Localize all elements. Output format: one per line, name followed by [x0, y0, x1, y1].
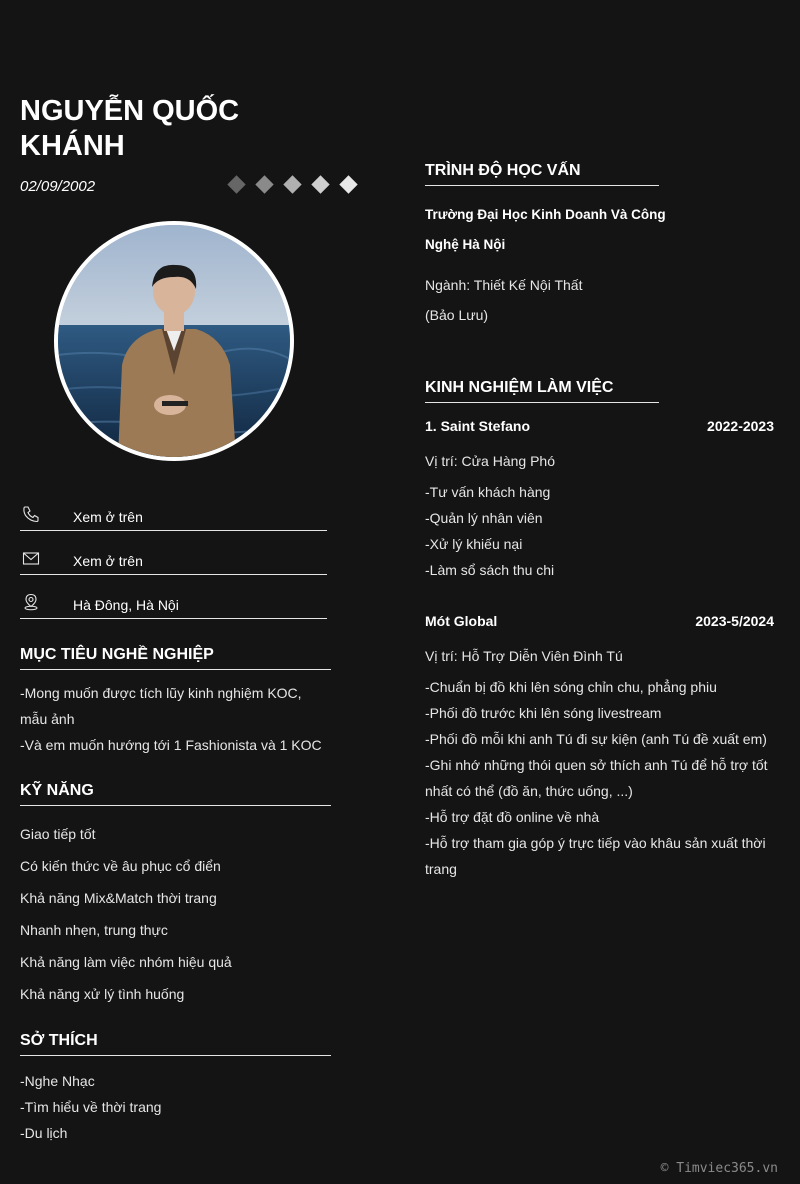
diamond-icon [339, 175, 357, 193]
hobby-item: -Du lịch [20, 1125, 68, 1141]
job-company: 1. Saint Stefano [425, 418, 531, 434]
job-task: -Hỗ trợ đặt đồ online về nhà [425, 809, 600, 825]
skill-item: Khả năng Mix&Match thời trang [20, 890, 217, 906]
skill-item: Nhanh nhẹn, trung thực [20, 922, 168, 938]
contact-phone-text: Xem ở trên [73, 509, 143, 525]
skill-item: Khả năng xử lý tình huống [20, 986, 185, 1002]
job-position: Vị trí: Hỗ Trợ Diễn Viên Đình Tú [425, 648, 623, 664]
avatar-photo [58, 225, 290, 457]
diamond-icon [311, 175, 329, 193]
education-major: Ngành: Thiết Kế Nội Thất [425, 277, 583, 293]
job-task: -Phối đồ trước khi lên sóng livestream [425, 705, 662, 721]
contact-location-row [20, 590, 327, 619]
candidate-name: NGUYỄN QUỐC KHÁNH [20, 95, 240, 162]
hobby-item: -Tìm hiểu về thời trang [20, 1099, 162, 1115]
job-task: -Hỗ trợ tham gia góp ý trực tiếp vào khâu sản xuất thời trang [425, 835, 766, 877]
career-goal-title: MỤC TIÊU NGHỀ NGHIỆP [20, 646, 331, 670]
contact-location-text: Hà Đông, Hà Nội [73, 597, 179, 613]
job-task: -Xử lý khiếu nại [425, 536, 523, 552]
job-task: -Làm sổ sách thu chi [425, 562, 555, 578]
contact-email-row [20, 546, 327, 575]
location-icon [22, 593, 40, 611]
rating-diamonds [230, 178, 355, 191]
career-goal-line: -Và em muốn hướng tới 1 Fashionista và 1 KOC [20, 737, 322, 753]
contact-phone-row [20, 502, 327, 531]
avatar [54, 221, 294, 461]
job-period: 2022-2023 [707, 418, 774, 434]
job-entry [425, 613, 774, 882]
job-company: Mót Global [425, 613, 498, 629]
diamond-icon [283, 175, 301, 193]
hobbies-section [20, 1032, 331, 1146]
skill-item: Giao tiếp tốt [20, 826, 96, 842]
phone-icon [22, 505, 40, 523]
watermark: © Timviec365.vn [660, 1161, 778, 1176]
experience-title: KINH NGHIỆM LÀM VIỆC [425, 379, 659, 403]
experience-section [425, 379, 659, 403]
contact-email-text: Xem ở trên [73, 553, 143, 569]
job-entry [425, 418, 774, 583]
career-goal-section [20, 646, 331, 758]
job-task: -Tư vấn khách hàng [425, 484, 551, 500]
job-period: 2023-5/2024 [695, 613, 774, 629]
skill-item: Khả năng làm việc nhóm hiệu quả [20, 954, 232, 970]
job-position: Vị trí: Cửa Hàng Phó [425, 453, 555, 469]
diamond-icon [255, 175, 273, 193]
job-task: -Quản lý nhân viên [425, 510, 543, 526]
skills-section [20, 782, 331, 1010]
education-status: (Bảo Lưu) [425, 307, 489, 323]
education-title: TRÌNH ĐỘ HỌC VẤN [425, 162, 659, 186]
school-name: Trường Đại Học Kinh Doanh Và Công Nghệ Hà Nội [425, 207, 666, 252]
education-section [425, 162, 659, 186]
hobby-item: -Nghe Nhạc [20, 1073, 95, 1089]
job-task: -Ghi nhớ những thói quen sở thích anh Tú để hỗ trợ tốt nhất có thể (đồ ăn, thức uống, ...) [425, 757, 768, 799]
diamond-icon [227, 175, 245, 193]
mail-icon [22, 549, 40, 567]
job-task: -Phối đồ mỗi khi anh Tú đi sự kiện (anh Tú đề xuất em) [425, 731, 767, 747]
skills-title: KỸ NĂNG [20, 782, 331, 806]
job-task: -Chuẩn bị đồ khi lên sóng chỉn chu, phẳng phiu [425, 679, 717, 695]
skill-item: Có kiến thức về âu phục cổ điển [20, 858, 221, 874]
date-of-birth: 02/09/2002 [20, 178, 96, 195]
hobbies-title: SỞ THÍCH [20, 1032, 331, 1056]
career-goal-line: -Mong muốn được tích lũy kinh nghiệm KOC, mẫu ảnh [20, 685, 302, 727]
